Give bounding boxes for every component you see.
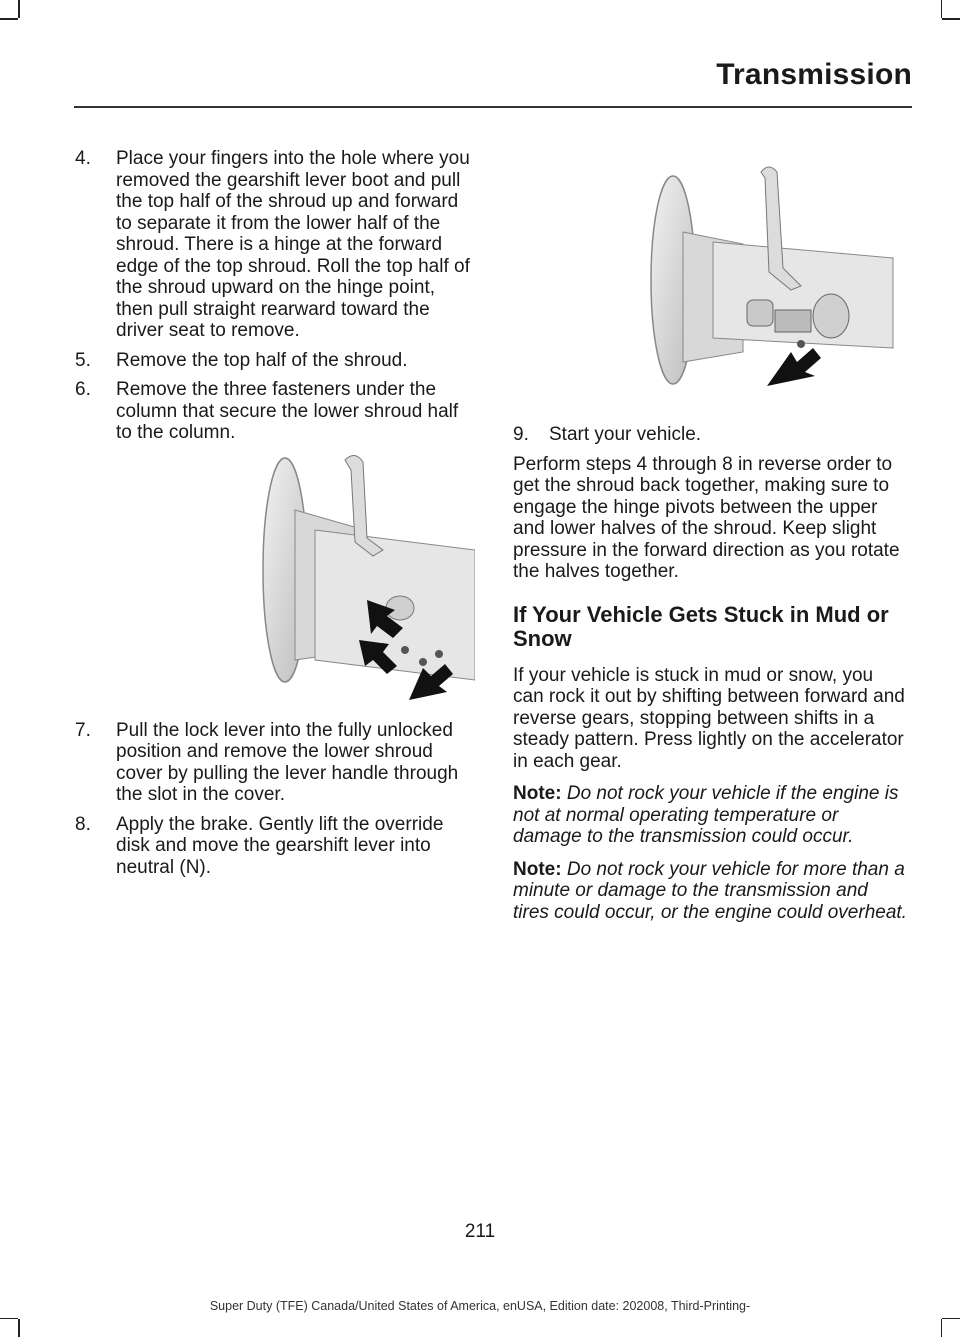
crop-mark	[0, 1318, 18, 1320]
step-number: 6.	[75, 379, 91, 400]
footer-text: Super Duty (TFE) Canada/United States of America, enUSA, Edition date: 202008, Third-Printing-	[209, 1299, 751, 1313]
note-label: Note:	[513, 783, 562, 804]
list-item	[75, 379, 475, 444]
body-paragraph: If your vehicle is stuck in mud or snow, you can rock it out by shifting between forward and reverse gears, stopping between shifts in a steady pattern. Press lightly on the accelerator in each gear.	[513, 664, 905, 772]
override-disk-figure	[513, 148, 908, 410]
crop-mark	[18, 0, 20, 18]
list-item	[75, 148, 475, 342]
step-text: Remove the three fasteners under the column that secure the lower shroud half to the column.	[116, 379, 459, 443]
step-number: 7.	[75, 719, 91, 741]
list-item	[75, 720, 475, 806]
steering-column-figure	[75, 450, 475, 712]
note-text: Do not rock your vehicle for more than a minute or damage to the transmission and tires could occur, or the engine could overheat.	[513, 858, 907, 923]
step-text: Place your fingers into the hole where you removed the gearshift lever boot and pull the top half of the shroud up and forward to separate it from the lower half of the shroud. There is a hinge at the forward edge of the top shroud. Roll the top half of the shroud upward on the hinge point, then pull straight rearward toward the driver seat to remove.	[116, 148, 470, 341]
reassembly-paragraph: Perform steps 4 through 8 in reverse order to get the shroud back together, making sure to engage the hinge pivots between the upper and lower halves of the shroud. Keep slight pressure in the forward direction as you rotate the halves together.	[513, 453, 900, 582]
note-text: Do not rock your vehicle if the engine is not at normal operating temperature or damage to the transmission could occur.	[513, 783, 899, 847]
header-rule	[74, 106, 912, 108]
note	[513, 783, 908, 848]
step-text: Pull the lock lever into the fully unlocked position and remove the lower shroud cover by pulling the lever handle through the slot in the cover.	[116, 719, 459, 805]
step-number: 8.	[75, 813, 91, 835]
step-number: 9.	[513, 424, 529, 445]
note	[513, 859, 908, 924]
section-heading: If Your Vehicle Gets Stuck in Mud or Snow	[513, 601, 889, 651]
crop-mark	[942, 1318, 960, 1320]
step-text: Remove the top half of the shroud.	[116, 349, 408, 371]
step-number: 4.	[75, 148, 91, 169]
crop-mark	[18, 1319, 20, 1337]
crop-mark	[941, 0, 943, 18]
list-item	[75, 814, 475, 879]
step-text: Apply the brake. Gently lift the override disk and move the gearshift lever into neutral (N).	[116, 813, 444, 878]
crop-mark	[0, 18, 18, 20]
steps-list	[75, 720, 475, 879]
step-number: 5.	[75, 349, 91, 371]
steps-list	[513, 424, 908, 446]
crop-mark	[941, 1319, 943, 1337]
right-column	[513, 148, 908, 934]
steps-list	[75, 148, 475, 444]
left-column	[75, 148, 475, 886]
page-title: Transmission	[716, 58, 912, 91]
crop-mark	[942, 18, 960, 20]
list-item	[75, 350, 475, 372]
page-number: 211	[464, 1221, 496, 1242]
note-label: Note:	[513, 858, 562, 880]
step-text: Start your vehicle.	[549, 424, 702, 445]
list-item	[513, 424, 908, 446]
